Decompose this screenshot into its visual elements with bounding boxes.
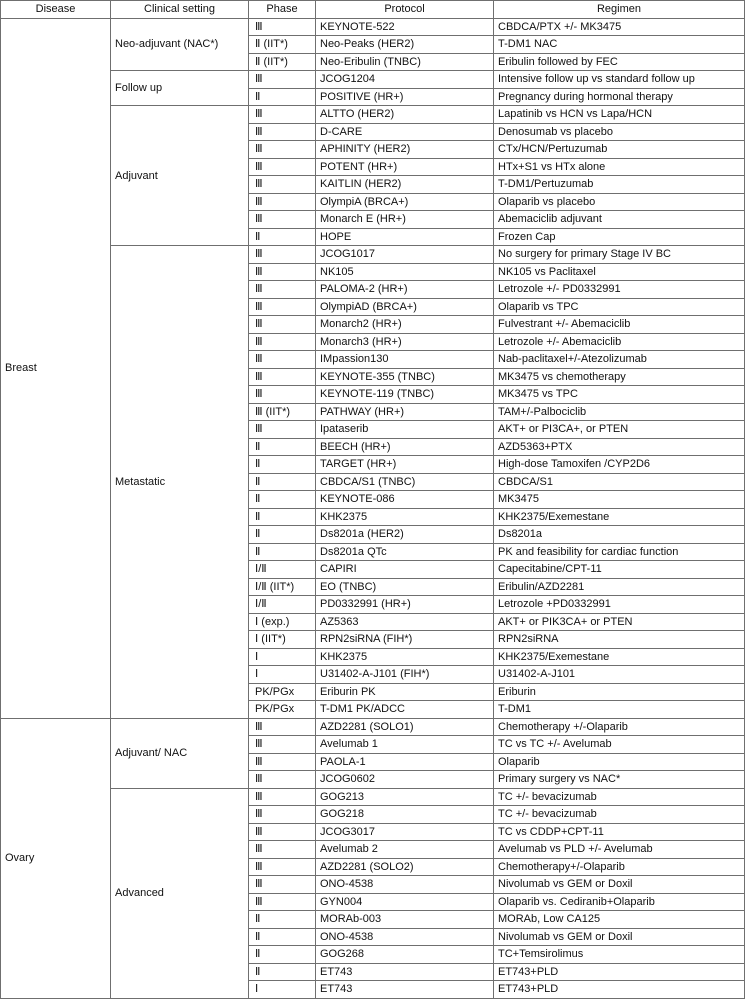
regimen-cell: AKT+ or PIK3CA+ or PTEN	[494, 613, 745, 631]
regimen-cell: T-DM1/Pertuzumab	[494, 176, 745, 194]
protocol-cell: RPN2siRNA (FIH*)	[316, 631, 494, 649]
phase-cell: Ⅰ/Ⅱ	[249, 596, 316, 614]
phase-cell: Ⅱ	[249, 88, 316, 106]
protocol-cell: CAPIRI	[316, 561, 494, 579]
phase-cell: Ⅲ	[249, 806, 316, 824]
regimen-cell: TC +/- bevacizumab	[494, 788, 745, 806]
protocol-cell: NK105	[316, 263, 494, 281]
regimen-cell: Nab-paclitaxel+/-Atezolizumab	[494, 351, 745, 369]
phase-cell: Ⅱ	[249, 508, 316, 526]
protocol-cell: ET743	[316, 981, 494, 999]
protocol-cell: JCOG0602	[316, 771, 494, 789]
regimen-cell: High-dose Tamoxifen /CYP2D6	[494, 456, 745, 474]
regimen-cell: MK3475 vs chemotherapy	[494, 368, 745, 386]
regimen-cell: Intensive follow up vs standard follow up	[494, 71, 745, 89]
protocol-cell: PALOMA-2 (HR+)	[316, 281, 494, 299]
regimen-cell: Olaparib vs TPC	[494, 298, 745, 316]
phase-cell: Ⅱ	[249, 911, 316, 929]
regimen-cell: T-DM1 NAC	[494, 36, 745, 54]
regimen-cell: Letrozole +/- PD0332991	[494, 281, 745, 299]
protocol-cell: PATHWAY (HR+)	[316, 403, 494, 421]
phase-cell: Ⅱ	[249, 456, 316, 474]
header-row	[1, 1, 745, 19]
regimen-cell: Nivolumab vs GEM or Doxil	[494, 928, 745, 946]
protocol-cell: Avelumab 2	[316, 841, 494, 859]
regimen-cell: TAM+/-Palbociclib	[494, 403, 745, 421]
protocol-cell: Neo-Eribulin (TNBC)	[316, 53, 494, 71]
regimen-cell: Eriburin	[494, 683, 745, 701]
protocol-cell: MORAb-003	[316, 911, 494, 929]
phase-cell: Ⅲ	[249, 788, 316, 806]
protocol-cell: APHINITY (HER2)	[316, 141, 494, 159]
table-row	[1, 18, 745, 36]
protocol-cell: ONO-4538	[316, 928, 494, 946]
protocol-cell: OlympiAD (BRCA+)	[316, 298, 494, 316]
regimen-cell: Olaparib vs placebo	[494, 193, 745, 211]
regimen-cell: KHK2375/Exemestane	[494, 648, 745, 666]
phase-cell: Ⅲ	[249, 106, 316, 124]
phase-cell: Ⅲ	[249, 123, 316, 141]
phase-cell: Ⅱ	[249, 928, 316, 946]
protocol-cell: T-DM1 PK/ADCC	[316, 701, 494, 719]
phase-cell: Ⅲ	[249, 386, 316, 404]
phase-cell: Ⅲ	[249, 823, 316, 841]
regimen-cell: No surgery for primary Stage IV BC	[494, 246, 745, 264]
clinical-setting-cell: Advanced	[111, 788, 249, 998]
regimen-cell: Letrozole +PD0332991	[494, 596, 745, 614]
protocol-cell: Monarch2 (HR+)	[316, 316, 494, 334]
header-phase: Phase	[249, 1, 316, 19]
protocol-cell: Ds8201a QTc	[316, 543, 494, 561]
regimen-cell: RPN2siRNA	[494, 631, 745, 649]
regimen-cell: TC vs CDDP+CPT-11	[494, 823, 745, 841]
regimen-cell: ET743+PLD	[494, 963, 745, 981]
clinical-setting-cell: Metastatic	[111, 246, 249, 719]
table-row	[1, 718, 745, 736]
phase-cell: Ⅲ	[249, 876, 316, 894]
phase-cell: Ⅲ	[249, 718, 316, 736]
protocol-cell: JCOG3017	[316, 823, 494, 841]
protocol-cell: Eriburin PK	[316, 683, 494, 701]
regimen-cell: Fulvestrant +/- Abemaciclib	[494, 316, 745, 334]
protocol-cell: JCOG1204	[316, 71, 494, 89]
regimen-cell: Primary surgery vs NAC*	[494, 771, 745, 789]
protocol-cell: U31402-A-J101 (FIH*)	[316, 666, 494, 684]
regimen-cell: MORAb, Low CA125	[494, 911, 745, 929]
regimen-cell: HTx+S1 vs HTx alone	[494, 158, 745, 176]
protocol-cell: GYN004	[316, 893, 494, 911]
table-row	[1, 788, 745, 806]
protocol-cell: AZ5363	[316, 613, 494, 631]
phase-cell: Ⅲ	[249, 351, 316, 369]
protocol-cell: PAOLA-1	[316, 753, 494, 771]
protocol-cell: JCOG1017	[316, 246, 494, 264]
header-disease: Disease	[1, 1, 111, 19]
regimen-cell: AKT+ or PI3CA+, or PTEN	[494, 421, 745, 439]
phase-cell: Ⅱ	[249, 963, 316, 981]
phase-cell: Ⅲ	[249, 176, 316, 194]
protocol-cell: PD0332991 (HR+)	[316, 596, 494, 614]
regimen-cell: MK3475	[494, 491, 745, 509]
protocol-cell: EO (TNBC)	[316, 578, 494, 596]
phase-cell: Ⅰ/Ⅱ (IIT*)	[249, 578, 316, 596]
phase-cell: Ⅲ	[249, 298, 316, 316]
phase-cell: Ⅱ	[249, 946, 316, 964]
regimen-cell: U31402-A-J101	[494, 666, 745, 684]
phase-cell: Ⅱ	[249, 526, 316, 544]
protocol-cell: KAITLIN (HER2)	[316, 176, 494, 194]
regimen-cell: CTx/HCN/Pertuzumab	[494, 141, 745, 159]
disease-cell: Ovary	[1, 718, 111, 998]
phase-cell: Ⅲ	[249, 281, 316, 299]
regimen-cell: Letrozole +/- Abemaciclib	[494, 333, 745, 351]
regimen-cell: Nivolumab vs GEM or Doxil	[494, 876, 745, 894]
phase-cell: Ⅰ (IIT*)	[249, 631, 316, 649]
regimen-cell: Lapatinib vs HCN vs Lapa/HCN	[494, 106, 745, 124]
phase-cell: Ⅲ	[249, 246, 316, 264]
protocol-cell: HOPE	[316, 228, 494, 246]
phase-cell: Ⅲ	[249, 858, 316, 876]
phase-cell: Ⅲ	[249, 158, 316, 176]
phase-cell: PK/PGx	[249, 683, 316, 701]
protocol-cell: ET743	[316, 963, 494, 981]
protocol-cell: KEYNOTE-119 (TNBC)	[316, 386, 494, 404]
regimen-cell: Frozen Cap	[494, 228, 745, 246]
header-protocol: Protocol	[316, 1, 494, 19]
phase-cell: Ⅰ	[249, 648, 316, 666]
regimen-cell: Olaparib	[494, 753, 745, 771]
protocol-cell: ALTTO (HER2)	[316, 106, 494, 124]
phase-cell: Ⅰ (exp.)	[249, 613, 316, 631]
protocol-cell: KEYNOTE-355 (TNBC)	[316, 368, 494, 386]
phase-cell: Ⅲ	[249, 841, 316, 859]
phase-cell: PK/PGx	[249, 701, 316, 719]
phase-cell: Ⅲ	[249, 316, 316, 334]
phase-cell: Ⅲ	[249, 333, 316, 351]
protocol-cell: GOG213	[316, 788, 494, 806]
protocol-cell: CBDCA/S1 (TNBC)	[316, 473, 494, 491]
phase-cell: Ⅱ	[249, 228, 316, 246]
regimen-cell: PK and feasibility for cardiac function	[494, 543, 745, 561]
protocol-cell: BEECH (HR+)	[316, 438, 494, 456]
phase-cell: Ⅲ	[249, 211, 316, 229]
regimen-cell: Ds8201a	[494, 526, 745, 544]
protocol-cell: KHK2375	[316, 648, 494, 666]
phase-cell: Ⅰ	[249, 981, 316, 999]
protocol-cell: AZD2281 (SOLO2)	[316, 858, 494, 876]
table-row	[1, 246, 745, 264]
protocol-cell: IMpassion130	[316, 351, 494, 369]
regimen-cell: CBDCA/S1	[494, 473, 745, 491]
regimen-cell: ET743+PLD	[494, 981, 745, 999]
protocol-cell: Monarch E (HR+)	[316, 211, 494, 229]
phase-cell: Ⅱ (IIT*)	[249, 36, 316, 54]
protocol-cell: D-CARE	[316, 123, 494, 141]
phase-cell: Ⅲ	[249, 263, 316, 281]
phase-cell: Ⅱ	[249, 473, 316, 491]
protocol-cell: KEYNOTE-086	[316, 491, 494, 509]
phase-cell: Ⅲ	[249, 421, 316, 439]
phase-cell: Ⅲ	[249, 18, 316, 36]
regimen-cell: Eribulin/AZD2281	[494, 578, 745, 596]
regimen-cell: Avelumab vs PLD +/- Avelumab	[494, 841, 745, 859]
regimen-cell: NK105 vs Paclitaxel	[494, 263, 745, 281]
table-header	[1, 1, 745, 19]
header-clinical-setting: Clinical setting	[111, 1, 249, 19]
protocol-cell: GOG268	[316, 946, 494, 964]
phase-cell: Ⅲ	[249, 753, 316, 771]
phase-cell: Ⅲ	[249, 736, 316, 754]
table-row	[1, 71, 745, 89]
regimen-cell: Chemotherapy +/-Olaparib	[494, 718, 745, 736]
regimen-cell: Denosumab vs placebo	[494, 123, 745, 141]
regimen-cell: TC +/- bevacizumab	[494, 806, 745, 824]
regimen-cell: T-DM1	[494, 701, 745, 719]
protocol-cell: OlympiA (BRCA+)	[316, 193, 494, 211]
phase-cell: Ⅲ	[249, 893, 316, 911]
regimen-cell: MK3475 vs TPC	[494, 386, 745, 404]
protocol-cell: KEYNOTE-522	[316, 18, 494, 36]
phase-cell: Ⅲ	[249, 71, 316, 89]
clinical-setting-cell: Follow up	[111, 71, 249, 106]
protocol-cell: GOG218	[316, 806, 494, 824]
phase-cell: Ⅲ (IIT*)	[249, 403, 316, 421]
regimen-cell: TC+Temsirolimus	[494, 946, 745, 964]
table-body	[1, 18, 745, 998]
protocol-cell: Avelumab 1	[316, 736, 494, 754]
regimen-cell: Abemaciclib adjuvant	[494, 211, 745, 229]
phase-cell: Ⅲ	[249, 368, 316, 386]
phase-cell: Ⅱ (IIT*)	[249, 53, 316, 71]
protocol-cell: TARGET (HR+)	[316, 456, 494, 474]
regimen-cell: CBDCA/PTX +/- MK3475	[494, 18, 745, 36]
phase-cell: Ⅰ/Ⅱ	[249, 561, 316, 579]
clinical-setting-cell: Adjuvant/ NAC	[111, 718, 249, 788]
regimen-cell: Chemotherapy+/-Olaparib	[494, 858, 745, 876]
phase-cell: Ⅱ	[249, 438, 316, 456]
phase-cell: Ⅰ	[249, 666, 316, 684]
regimen-cell: AZD5363+PTX	[494, 438, 745, 456]
phase-cell: Ⅱ	[249, 491, 316, 509]
protocol-cell: Monarch3 (HR+)	[316, 333, 494, 351]
protocol-cell: POTENT (HR+)	[316, 158, 494, 176]
table-row	[1, 106, 745, 124]
regimen-cell: KHK2375/Exemestane	[494, 508, 745, 526]
protocol-cell: Neo-Peaks (HER2)	[316, 36, 494, 54]
header-regimen: Regimen	[494, 1, 745, 19]
protocol-cell: POSITIVE (HR+)	[316, 88, 494, 106]
phase-cell: Ⅱ	[249, 543, 316, 561]
protocol-cell: ONO-4538	[316, 876, 494, 894]
clinical-setting-cell: Adjuvant	[111, 106, 249, 246]
phase-cell: Ⅲ	[249, 193, 316, 211]
protocol-cell: Ipataserib	[316, 421, 494, 439]
regimen-cell: Pregnancy during hormonal therapy	[494, 88, 745, 106]
protocol-cell: AZD2281 (SOLO1)	[316, 718, 494, 736]
regimen-cell: Capecitabine/CPT-11	[494, 561, 745, 579]
protocol-cell: Ds8201a (HER2)	[316, 526, 494, 544]
protocol-cell: KHK2375	[316, 508, 494, 526]
regimen-cell: Eribulin followed by FEC	[494, 53, 745, 71]
clinical-setting-cell: Neo-adjuvant (NAC*)	[111, 18, 249, 71]
regimen-cell: TC vs TC +/- Avelumab	[494, 736, 745, 754]
disease-cell: Breast	[1, 18, 111, 718]
phase-cell: Ⅲ	[249, 771, 316, 789]
regimen-cell: Olaparib vs. Cediranib+Olaparib	[494, 893, 745, 911]
phase-cell: Ⅲ	[249, 141, 316, 159]
